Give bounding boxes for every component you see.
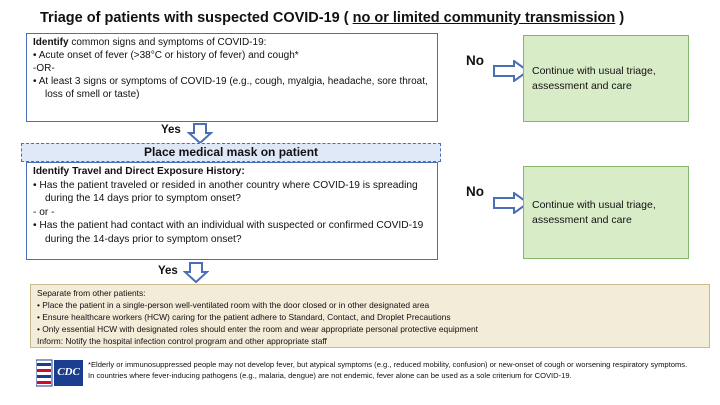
exposure-heading: Identify Travel and Direct Exposure History: — [33, 166, 245, 177]
continue-text-1: Continue with usual triage, assessment and care — [532, 64, 656, 92]
mask-step-box — [21, 143, 441, 162]
exposure-box — [26, 162, 438, 260]
exposure-or: - or - — [33, 206, 55, 218]
continue-text-2: Continue with usual triage, assessment and care — [532, 198, 656, 226]
title-prefix: Triage of patients with suspected COVID-19 ( — [40, 10, 349, 26]
continue-box-1 — [523, 35, 689, 122]
title-suffix: ) — [619, 10, 625, 26]
no-label-2: No — [466, 184, 484, 199]
mask-step-text: Place medical mask on patient — [143, 145, 319, 159]
cdc-logo-text: CDC — [57, 366, 80, 378]
symptoms-heading: Identify common signs and symptoms of COVID-19: — [33, 37, 267, 48]
separate-box — [30, 284, 710, 348]
title-underlined: no or limited community transmission — [352, 10, 616, 26]
separate-bullet-1: • Place the patient in a single-person well-ventilated room with the door closed or in other designated area — [37, 300, 430, 310]
symptoms-bullet-1: • Acute onset of fever (>38°C or history of fever) and cough* — [33, 50, 299, 61]
arrow-down-icon-2 — [183, 262, 209, 284]
exposure-bullet-2: • Has the patient had contact with an individual with suspected or confirmed COVID-19 during the 14-days prior to symptom onset? — [33, 220, 424, 245]
arrow-down-icon — [187, 123, 213, 145]
separate-bullet-3: • Only essential HCW with designated roles should enter the room and wear appropriate personal protective equipment — [37, 324, 478, 334]
no-label-1: No — [466, 53, 484, 68]
exposure-bullet-1: • Has the patient traveled or resided in another country where COVID-19 is spreading during the 14 days prior to symptom onset? — [33, 179, 418, 204]
symptoms-or: -OR- — [33, 63, 55, 74]
symptoms-box — [26, 33, 438, 122]
separate-heading: Separate from other patients: — [37, 288, 146, 298]
page-title — [40, 10, 624, 26]
yes-label-2: Yes — [158, 265, 178, 277]
separate-inform: Inform: Notify the hospital infection control program and other appropriate staff — [37, 336, 327, 346]
symptoms-bullet-2: • At least 3 signs or symptoms of COVID-19 (e.g., cough, myalgia, headache, sore throat, loss of smell or taste) — [33, 76, 428, 100]
yes-label-1: Yes — [161, 124, 181, 136]
footnote: *Elderly or immunosuppressed people may not develop fever, but atypical symptoms (e.g., reduced mobility, confusion) or new-onset of cough or worsening respiratory symptoms. In countries where fever-inducing pathogens (e.g., malaria, dengue) are not endemic, fever alone can be used as a sole criterium for COVID-19. — [88, 360, 688, 380]
continue-box-2 — [523, 166, 689, 259]
separate-bullet-2: • Ensure healthcare workers (HCW) caring for the patient adhere to Standard, Contact, and Droplet Precautions — [37, 312, 451, 322]
cdc-logo — [36, 358, 84, 388]
